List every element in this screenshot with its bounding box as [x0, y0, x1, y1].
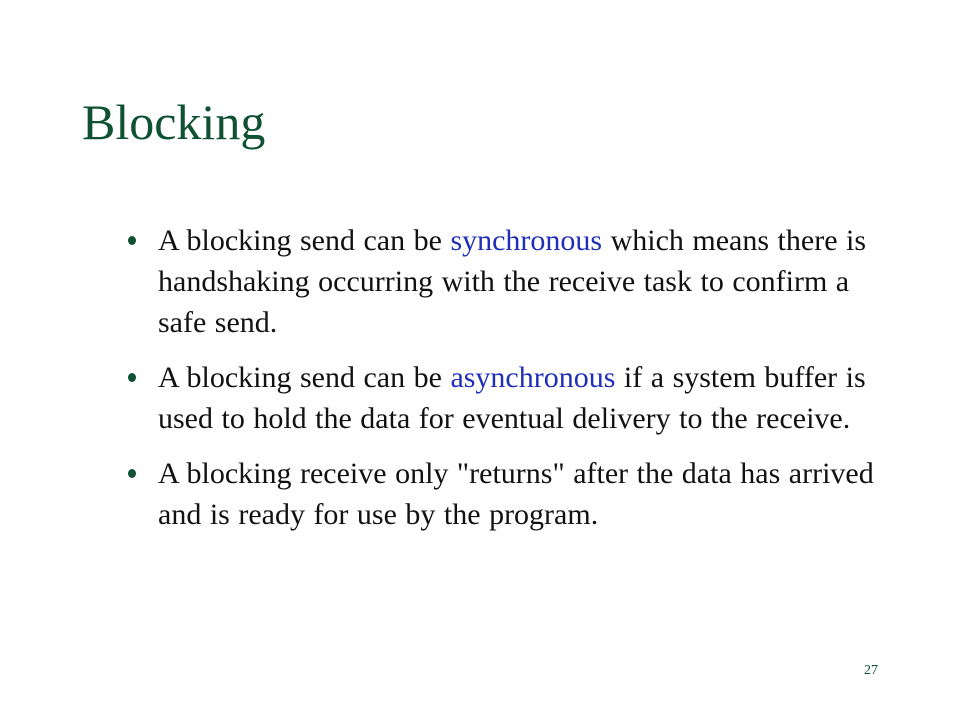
bullet-icon: [128, 373, 136, 382]
bullet-text-after: which means there is handshaking occurring with the receive task to confirm a safe send.: [158, 224, 867, 339]
slide-title: Blocking: [82, 94, 266, 150]
bullet-icon: [128, 236, 136, 245]
bullet-text-before: A blocking send can be: [158, 361, 451, 394]
bullet-item: [128, 453, 888, 535]
bullet-item: [128, 357, 888, 439]
bullet-icon: [128, 469, 136, 478]
bullet-text-before: A blocking receive only "returns" after the data has arrived and is ready for use by the program.: [158, 457, 874, 531]
bullet-list: [128, 220, 888, 549]
bullet-highlight: asynchronous: [450, 361, 616, 394]
page-number: 27: [864, 663, 878, 678]
bullet-text-before: A blocking send can be: [158, 224, 451, 257]
bullet-text-after: if a system buffer is used to hold the data for eventual delivery to the receive.: [158, 361, 866, 435]
bullet-item: [128, 220, 888, 343]
bullet-highlight: synchronous: [450, 224, 603, 257]
